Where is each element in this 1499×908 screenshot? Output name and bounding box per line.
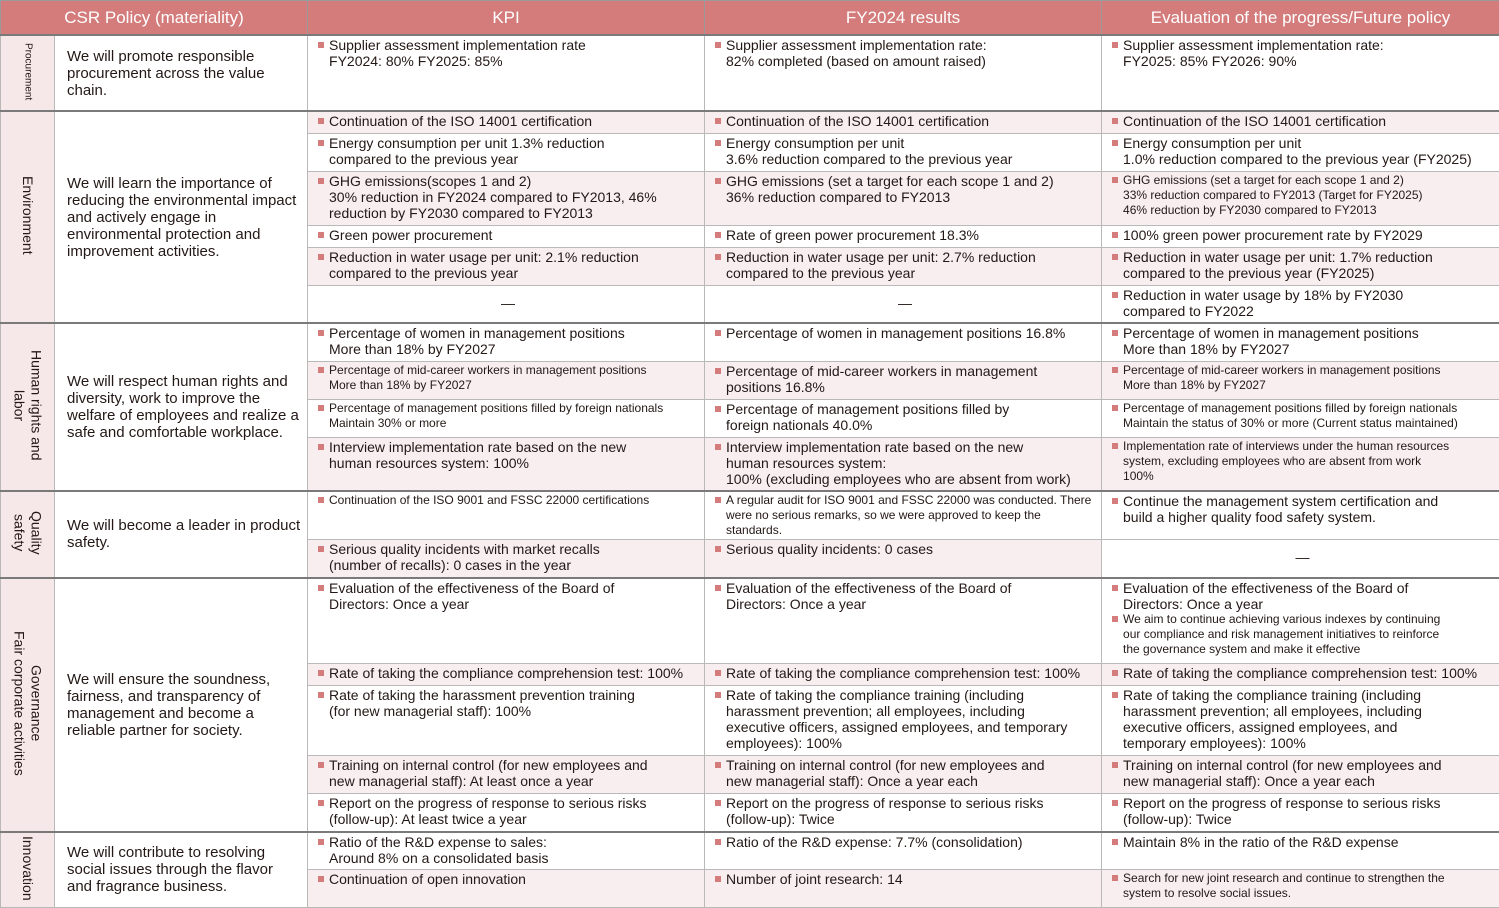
- list-item: [1112, 227, 1493, 243]
- kpi-cell: [308, 870, 705, 908]
- result-text: Supplier assessment implementation rate: 82% completed (based on amount raised): [726, 37, 987, 69]
- kpi-text: Continuation of open innovation: [329, 871, 526, 887]
- evaluation-cell: [1102, 664, 1499, 686]
- result-cell: [705, 664, 1102, 686]
- list-item: [318, 834, 698, 866]
- result-cell: [705, 285, 1102, 323]
- kpi-text: Percentage of women in management positions More than 18% by FY2027: [329, 325, 625, 357]
- square-bullet-icon: [318, 546, 324, 552]
- category-governance: [1, 578, 55, 832]
- list-item: [1112, 871, 1493, 901]
- kpi-text: Continuation of the ISO 9001 and FSSC 22000 certifications: [329, 493, 649, 507]
- evaluation-text: Search for new joint research and continue to strengthen the system to resolve social issues.: [1123, 871, 1445, 900]
- square-bullet-icon: [715, 876, 721, 882]
- header-evaluation: Evaluation of the progress/Future policy: [1102, 1, 1499, 36]
- list-item: [715, 834, 1095, 850]
- evaluation-text: Percentage of women in management positions More than 18% by FY2027: [1123, 325, 1419, 357]
- list-item: [715, 173, 1095, 205]
- kpi-cell: [308, 35, 705, 111]
- result-text: Rate of green power procurement 18.3%: [726, 227, 979, 243]
- list-item: [1112, 401, 1493, 431]
- result-cell: [705, 437, 1102, 491]
- square-bullet-icon: [318, 330, 324, 336]
- list-item: [318, 795, 698, 827]
- square-bullet-icon: [715, 585, 721, 591]
- evaluation-cell: [1102, 491, 1499, 540]
- evaluation-text: Maintain 8% in the ratio of the R&D expense: [1123, 834, 1399, 850]
- result-cell: [705, 225, 1102, 247]
- list-item: [715, 580, 1095, 612]
- kpi-text: Report on the progress of response to serious risks (follow-up): At least twice a year: [329, 795, 647, 827]
- list-item: [715, 541, 1095, 557]
- square-bullet-icon: [318, 405, 324, 411]
- result-text: Report on the progress of response to serious risks (follow-up): Twice: [726, 795, 1044, 827]
- square-bullet-icon: [318, 876, 324, 882]
- list-item: [318, 493, 698, 508]
- category-label: Environment: [19, 176, 36, 255]
- evaluation-cell: [1102, 756, 1499, 794]
- list-item: [318, 227, 698, 243]
- square-bullet-icon: [1112, 42, 1118, 48]
- kpi-cell: [308, 285, 705, 323]
- square-bullet-icon: [1112, 585, 1118, 591]
- list-item: [318, 757, 698, 789]
- list-item: [715, 439, 1095, 487]
- evaluation-cell: [1102, 540, 1499, 578]
- evaluation-cell: [1102, 35, 1499, 111]
- list-item: [1112, 135, 1493, 167]
- kpi-text: Energy consumption per unit 1.3% reduction compared to the previous year: [329, 135, 605, 167]
- list-item: [318, 580, 698, 612]
- policy-procurement: We will promote responsible procurement across the value chain.: [55, 35, 308, 111]
- result-cell: [705, 578, 1102, 664]
- kpi-cell: [308, 540, 705, 578]
- result-cell: [705, 756, 1102, 794]
- kpi-cell: [308, 247, 705, 285]
- list-item: [1112, 834, 1493, 850]
- square-bullet-icon: [1112, 762, 1118, 768]
- evaluation-cell: [1102, 323, 1499, 361]
- evaluation-cell: [1102, 133, 1499, 171]
- list-item: [1112, 687, 1493, 751]
- category-quality-safety: [1, 491, 55, 578]
- square-bullet-icon: [1112, 498, 1118, 504]
- result-cell: [705, 133, 1102, 171]
- policy-environment: We will learn the importance of reducing the environmental impact and actively engage in environmental protection and improvement activities.: [55, 111, 308, 323]
- list-item: [715, 665, 1095, 681]
- evaluation-text: Supplier assessment implementation rate: FY2025: 85% FY2026: 90%: [1123, 37, 1384, 69]
- result-text: A regular audit for ISO 9001 and FSSC 22000 was conducted. There were no serious remarks, so we were approved to keep the standards.: [726, 493, 1091, 537]
- square-bullet-icon: [715, 140, 721, 146]
- square-bullet-icon: [715, 42, 721, 48]
- header-policy: CSR Policy (materiality): [1, 1, 308, 36]
- list-item: [1112, 439, 1493, 484]
- list-item: [715, 113, 1095, 129]
- table-row: [1, 832, 1499, 870]
- result-cell: [705, 491, 1102, 540]
- evaluation-text: 100% green power procurement rate by FY2029: [1123, 227, 1423, 243]
- result-text: Energy consumption per unit 3.6% reduction compared to the previous year: [726, 135, 1012, 167]
- evaluation-text: Reduction in water usage per unit: 1.7% reduction compared to the previous year (FY2025): [1123, 249, 1433, 281]
- result-cell: [705, 361, 1102, 399]
- square-bullet-icon: [318, 178, 324, 184]
- square-bullet-icon: [1112, 839, 1118, 845]
- policy-quality-safety: We will become a leader in product safety.: [55, 491, 308, 578]
- kpi-text: Serious quality incidents with market recalls (number of recalls): 0 cases in the year: [329, 541, 600, 573]
- evaluation-text: Percentage of management positions filled by foreign nationals Maintain the status of 30% or more (Current status maintained): [1123, 401, 1458, 430]
- list-item: [1112, 325, 1493, 357]
- list-item: [1112, 757, 1493, 789]
- table-row: [1, 323, 1499, 361]
- result-cell: [705, 111, 1102, 133]
- kpi-cell: [308, 361, 705, 399]
- evaluation-cell: [1102, 111, 1499, 133]
- square-bullet-icon: [1112, 616, 1118, 622]
- list-item: [715, 687, 1095, 751]
- table-row: [1, 491, 1499, 540]
- category-innovation: [1, 832, 55, 908]
- list-item: [715, 757, 1095, 789]
- list-item: [715, 871, 1095, 887]
- result-text: Ratio of the R&D expense: 7.7% (consolidation): [726, 834, 1023, 850]
- square-bullet-icon: [318, 692, 324, 698]
- square-bullet-icon: [715, 330, 721, 336]
- result-text: Number of joint research: 14: [726, 871, 903, 887]
- result-text: GHG emissions (set a target for each scope 1 and 2) 36% reduction compared to FY2013: [726, 173, 1054, 205]
- square-bullet-icon: [715, 497, 721, 503]
- result-cell: [705, 171, 1102, 225]
- kpi-text: Percentage of mid-career workers in management positions More than 18% by FY2027: [329, 363, 646, 392]
- evaluation-text: Implementation rate of interviews under the human resources system, excluding employees who are absent from work 100%: [1123, 439, 1449, 483]
- header-kpi: KPI: [308, 1, 705, 36]
- square-bullet-icon: [1112, 670, 1118, 676]
- square-bullet-icon: [318, 585, 324, 591]
- list-item: [318, 665, 698, 681]
- square-bullet-icon: [1112, 292, 1118, 298]
- result-text: Evaluation of the effectiveness of the Board of Directors: Once a year: [726, 580, 1011, 612]
- list-item: [715, 325, 1095, 341]
- category-human-rights: [1, 323, 55, 491]
- evaluation-cell: [1102, 686, 1499, 756]
- kpi-cell: [308, 225, 705, 247]
- list-item: [318, 687, 698, 719]
- list-item: [1112, 363, 1493, 393]
- list-item: [318, 871, 698, 887]
- kpi-text: Rate of taking the harassment prevention training (for new managerial staff): 100%: [329, 687, 635, 719]
- square-bullet-icon: [715, 406, 721, 412]
- kpi-text: Ratio of the R&D expense to sales: Around 8% on a consolidated basis: [329, 834, 548, 866]
- empty-dash: —: [1112, 541, 1493, 565]
- square-bullet-icon: [318, 42, 324, 48]
- result-cell: [705, 540, 1102, 578]
- kpi-cell: [308, 686, 705, 756]
- result-text: Serious quality incidents: 0 cases: [726, 541, 933, 557]
- square-bullet-icon: [1112, 875, 1118, 881]
- evaluation-text: Report on the progress of response to serious risks (follow-up): Twice: [1123, 795, 1441, 827]
- evaluation-cell: [1102, 361, 1499, 399]
- result-cell: [705, 35, 1102, 111]
- list-item: [318, 135, 698, 167]
- evaluation-cell: [1102, 247, 1499, 285]
- evaluation-text: Reduction in water usage by 18% by FY2030 compared to FY2022: [1123, 287, 1403, 319]
- evaluation-cell: [1102, 285, 1499, 323]
- evaluation-cell: [1102, 437, 1499, 491]
- square-bullet-icon: [715, 692, 721, 698]
- evaluation-text: GHG emissions (set a target for each scope 1 and 2) 33% reduction compared to FY2013 (Target for FY2025) 46% reduction by FY2030 compared to FY2013: [1123, 173, 1423, 217]
- result-text: Rate of taking the compliance comprehension test: 100%: [726, 665, 1080, 681]
- square-bullet-icon: [318, 800, 324, 806]
- kpi-cell: [308, 111, 705, 133]
- result-text: Reduction in water usage per unit: 2.7% reduction compared to the previous year: [726, 249, 1036, 281]
- square-bullet-icon: [318, 140, 324, 146]
- evaluation-text: We aim to continue achieving various indexes by continuing our compliance and risk management initiatives to reinforce the governance system and make it effective: [1123, 612, 1440, 656]
- list-item: [1112, 173, 1493, 218]
- policy-governance: We will ensure the soundness, fairness, and transparency of management and become a reliable partner for society.: [55, 578, 308, 832]
- result-text: Percentage of mid-career workers in management positions 16.8%: [726, 363, 1037, 395]
- header-results: FY2024 results: [705, 1, 1102, 36]
- list-item: [1112, 795, 1493, 827]
- square-bullet-icon: [715, 762, 721, 768]
- square-bullet-icon: [318, 118, 324, 124]
- square-bullet-icon: [715, 368, 721, 374]
- kpi-cell: [308, 491, 705, 540]
- category-label: Innovation: [19, 836, 36, 901]
- evaluation-text: Rate of taking the compliance training (including harassment prevention; all employees, including executive officers, assigned employees, and temporary employees): 100%: [1123, 687, 1422, 751]
- category-procurement: [1, 35, 55, 111]
- square-bullet-icon: [715, 232, 721, 238]
- square-bullet-icon: [318, 254, 324, 260]
- evaluation-text: Energy consumption per unit 1.0% reduction compared to the previous year (FY2025): [1123, 135, 1472, 167]
- kpi-cell: [308, 756, 705, 794]
- square-bullet-icon: [1112, 367, 1118, 373]
- list-item: [318, 401, 698, 431]
- kpi-cell: [308, 832, 705, 870]
- category-label: Quality safety: [11, 511, 45, 555]
- square-bullet-icon: [715, 670, 721, 676]
- square-bullet-icon: [318, 670, 324, 676]
- category-label: Human rights and labor: [11, 350, 45, 461]
- result-text: Interview implementation rate based on the new human resources system: 100% (excluding employees who are absent from work): [726, 439, 1071, 487]
- evaluation-cell: [1102, 225, 1499, 247]
- square-bullet-icon: [1112, 140, 1118, 146]
- header-row: [1, 1, 1499, 36]
- list-item: [318, 325, 698, 357]
- list-item: [715, 249, 1095, 281]
- table-row: [1, 35, 1499, 111]
- result-cell: [705, 870, 1102, 908]
- square-bullet-icon: [318, 232, 324, 238]
- list-item: [318, 541, 698, 573]
- square-bullet-icon: [715, 254, 721, 260]
- category-label: Governance Fair corporate activities: [11, 631, 45, 776]
- category-environment: [1, 111, 55, 323]
- kpi-text: Training on internal control (for new employees and new managerial staff): At least once a year: [329, 757, 648, 789]
- kpi-cell: [308, 578, 705, 664]
- square-bullet-icon: [715, 546, 721, 552]
- evaluation-cell: [1102, 794, 1499, 832]
- evaluation-text: Evaluation of the effectiveness of the Board of Directors: Once a year: [1123, 580, 1408, 612]
- result-cell: [705, 794, 1102, 832]
- square-bullet-icon: [715, 118, 721, 124]
- square-bullet-icon: [318, 762, 324, 768]
- kpi-text: GHG emissions(scopes 1 and 2) 30% reduction in FY2024 compared to FY2013, 46% reduction by FY2030 compared to FY2013: [329, 173, 657, 221]
- square-bullet-icon: [1112, 118, 1118, 124]
- kpi-text: Rate of taking the compliance comprehension test: 100%: [329, 665, 683, 681]
- result-cell: [705, 686, 1102, 756]
- kpi-cell: [308, 133, 705, 171]
- list-item: [715, 401, 1095, 433]
- list-item: [318, 249, 698, 281]
- evaluation-text: Percentage of mid-career workers in management positions More than 18% by FY2027: [1123, 363, 1440, 392]
- kpi-text: Evaluation of the effectiveness of the Board of Directors: Once a year: [329, 580, 614, 612]
- list-item: [318, 439, 698, 471]
- square-bullet-icon: [1112, 254, 1118, 260]
- evaluation-text: Continue the management system certification and build a higher quality food safety system.: [1123, 493, 1438, 525]
- square-bullet-icon: [318, 839, 324, 845]
- kpi-text: Percentage of management positions filled by foreign nationals Maintain 30% or more: [329, 401, 663, 430]
- list-item: [318, 113, 698, 129]
- list-item: [1112, 37, 1493, 69]
- evaluation-cell: [1102, 399, 1499, 437]
- kpi-cell: [308, 664, 705, 686]
- kpi-text: Reduction in water usage per unit: 2.1% reduction compared to the previous year: [329, 249, 639, 281]
- list-item: [715, 135, 1095, 167]
- list-item: [715, 795, 1095, 827]
- result-cell: [705, 247, 1102, 285]
- kpi-cell: [308, 794, 705, 832]
- evaluation-text: Rate of taking the compliance comprehension test: 100%: [1123, 665, 1477, 681]
- list-item: [1112, 113, 1493, 129]
- result-cell: [705, 323, 1102, 361]
- kpi-text: Supplier assessment implementation rate FY2024: 80% FY2025: 85%: [329, 37, 586, 69]
- list-item: [715, 363, 1095, 395]
- square-bullet-icon: [1112, 692, 1118, 698]
- result-cell: [705, 399, 1102, 437]
- kpi-text: Green power procurement: [329, 227, 492, 243]
- list-item: [1112, 493, 1493, 525]
- list-item: [318, 37, 698, 69]
- square-bullet-icon: [1112, 232, 1118, 238]
- result-text: Rate of taking the compliance training (including harassment prevention; all employees, including executive officers, assigned employees, and temporary employees): 100%: [726, 687, 1067, 751]
- square-bullet-icon: [715, 800, 721, 806]
- evaluation-cell: [1102, 171, 1499, 225]
- list-item: [1112, 665, 1493, 681]
- evaluation-text: Training on internal control (for new employees and new managerial staff): Once a year each: [1123, 757, 1442, 789]
- result-text: Percentage of women in management positions 16.8%: [726, 325, 1065, 341]
- square-bullet-icon: [318, 367, 324, 373]
- kpi-cell: [308, 171, 705, 225]
- square-bullet-icon: [318, 497, 324, 503]
- kpi-text: Continuation of the ISO 14001 certification: [329, 113, 592, 129]
- evaluation-cell: [1102, 832, 1499, 870]
- square-bullet-icon: [1112, 405, 1118, 411]
- list-item: [715, 37, 1095, 69]
- list-item: [318, 363, 698, 393]
- square-bullet-icon: [715, 178, 721, 184]
- result-text: Percentage of management positions filled by foreign nationals 40.0%: [726, 401, 1009, 433]
- square-bullet-icon: [1112, 330, 1118, 336]
- kpi-text: Interview implementation rate based on the new human resources system: 100%: [329, 439, 626, 471]
- list-item: [1112, 249, 1493, 281]
- list-item: [1112, 612, 1493, 657]
- table-row: [1, 578, 1499, 664]
- result-cell: [705, 832, 1102, 870]
- result-text: Continuation of the ISO 14001 certification: [726, 113, 989, 129]
- list-item: [1112, 580, 1493, 612]
- square-bullet-icon: [318, 444, 324, 450]
- empty-dash: —: [318, 287, 698, 311]
- list-item: [318, 173, 698, 221]
- list-item: [1112, 287, 1493, 319]
- evaluation-cell: [1102, 578, 1499, 664]
- list-item: [715, 493, 1095, 538]
- square-bullet-icon: [1112, 443, 1118, 449]
- kpi-cell: [308, 437, 705, 491]
- kpi-cell: [308, 323, 705, 361]
- policy-innovation: We will contribute to resolving social issues through the flavor and fragrance business.: [55, 832, 308, 908]
- kpi-cell: [308, 399, 705, 437]
- table-row: [1, 111, 1499, 133]
- category-label: Procurement: [22, 43, 34, 100]
- square-bullet-icon: [1112, 800, 1118, 806]
- square-bullet-icon: [715, 444, 721, 450]
- policy-human-rights: We will respect human rights and diversity, work to improve the welfare of employees and realize a safe and comfortable workplace.: [55, 323, 308, 491]
- list-item: [715, 227, 1095, 243]
- empty-dash: —: [715, 287, 1095, 311]
- square-bullet-icon: [715, 839, 721, 845]
- evaluation-text: Continuation of the ISO 14001 certification: [1123, 113, 1386, 129]
- evaluation-cell: [1102, 870, 1499, 908]
- result-text: Training on internal control (for new employees and new managerial staff): Once a year each: [726, 757, 1045, 789]
- square-bullet-icon: [1112, 177, 1118, 183]
